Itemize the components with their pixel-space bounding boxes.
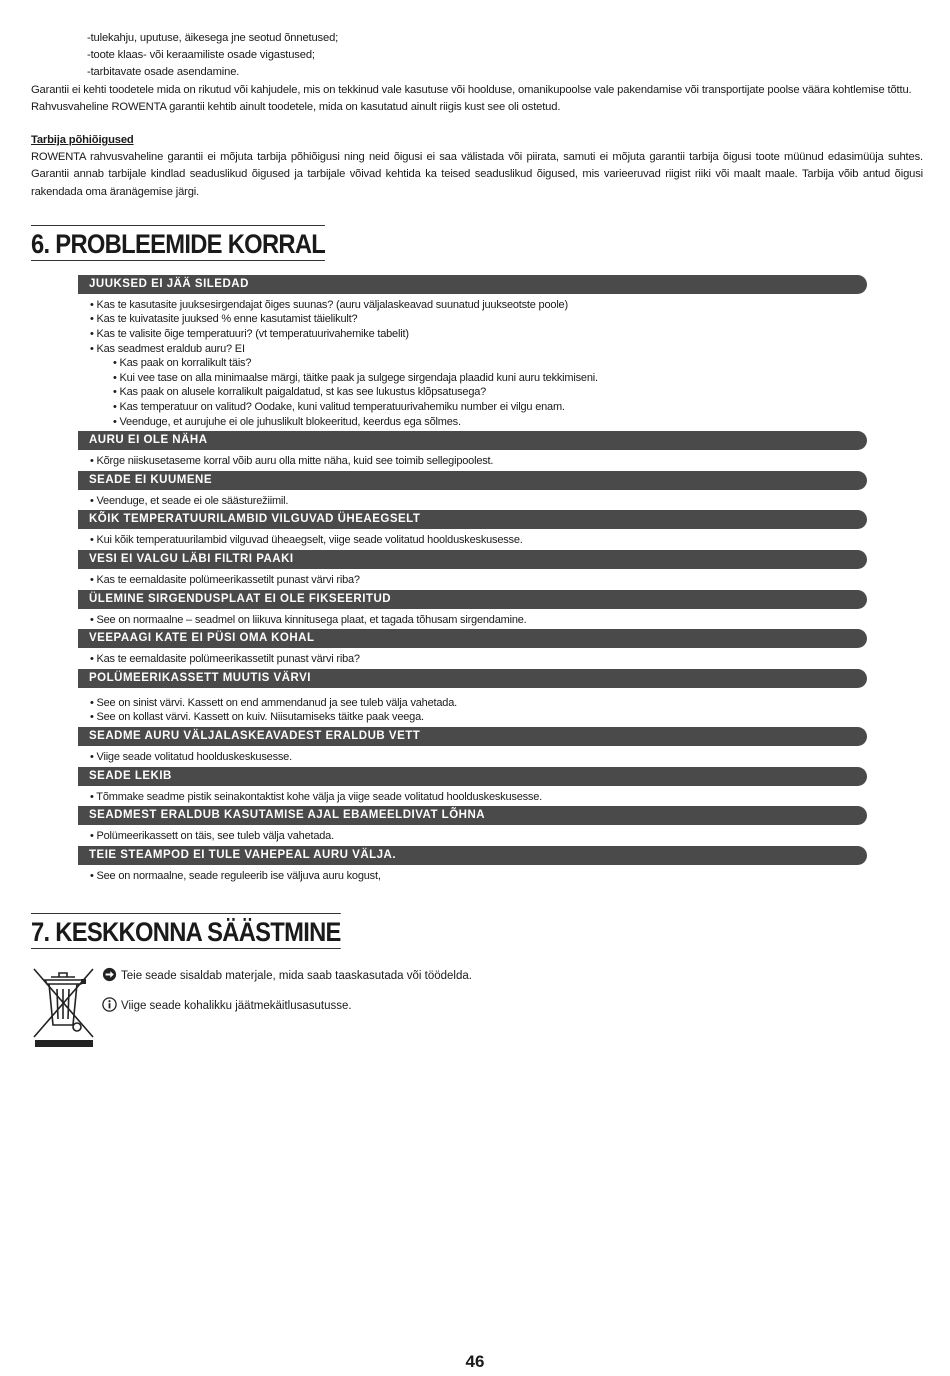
problem-items [78, 865, 867, 886]
environment-line-info [102, 997, 352, 1014]
problem-heading: KÕIK TEMPERATUURILAMBID VILGUVAD ÜHEAEGSELT [78, 510, 867, 529]
recycle-arrow-icon [102, 967, 117, 982]
problem-heading: VESI EI VALGU LÄBI FILTRI PAAKI [78, 550, 867, 569]
problem-heading: TEIE STEAMPOD EI TULE VAHEPEAL AURU VÄLJA. [78, 846, 867, 865]
problem-item: • Kõrge niiskusetaseme korral võib auru olla mitte näha, kuid see toimib sellegipoolest. [90, 455, 494, 468]
problem-items [78, 294, 867, 431]
problems-list [78, 275, 867, 885]
problem-items [78, 648, 867, 669]
problem-block [78, 510, 867, 550]
consumer-rights-heading: Tarbija põhiõigused [31, 134, 134, 147]
page-number: 46 [465, 1352, 485, 1371]
problem-block [78, 806, 867, 846]
problem-block [78, 275, 867, 431]
problem-heading: SEADME AURU VÄLJALASKEAVADEST ERALDUB VETT [78, 727, 867, 746]
crossed-out-wheelie-bin-icon [31, 967, 97, 1047]
problem-heading: SEADE LEKIB [78, 767, 867, 786]
environment-text-1: Teie seade sisaldab materjale, mida saab taaskasutada või töödelda. [121, 970, 472, 983]
problem-items [78, 569, 867, 590]
problem-heading: VEEPAAGI KATE EI PÜSI OMA KOHAL [78, 629, 867, 648]
section-7-title: 7. KESKKONNA SÄÄSTMINE [31, 913, 341, 949]
problem-block [78, 590, 867, 630]
problem-item: • See on kollast värvi. Kassett on kuiv. Niisutamiseks täitke paak veega. [90, 711, 424, 724]
problem-subitem: • Kas paak on korralikult täis? [113, 357, 252, 370]
problem-items [78, 746, 867, 767]
problem-item: • Viige seade volitatud hoolduskeskusesse. [90, 750, 292, 763]
dash-item: -tulekahju, uputuse, äikesega jne seotud õnnetused; [87, 32, 339, 44]
problem-subitem: • Kas paak on alusele korralikult paigaldatud, st kas see lukustus klõpsatusega? [113, 386, 487, 399]
problem-block [78, 431, 867, 471]
problem-item: • See on normaalne, seade reguleerib ise väljuva auru kogust, [90, 869, 381, 882]
section-6-title: 6. PROBLEEMIDE KORRAL [31, 225, 325, 261]
problem-item: • Veenduge, et seade ei ole säästurežiimil. [90, 494, 289, 507]
problem-item: • Kas te valisite õige temperatuuri? (vt temperatuurivahemike tabelit) [90, 328, 409, 341]
problem-item: • Tõmmake seadme pistik seinakontaktist kohe välja ja viige seade volitatud hoolduskeskusesse. [90, 790, 542, 803]
problem-item: • Kui kõik temperatuurilambid vilguvad üheaegselt, viige seade volitatud hoolduskeskusesse. [90, 534, 523, 547]
problem-items [78, 450, 867, 471]
problem-heading: AURU EI OLE NÄHA [78, 431, 867, 450]
problem-heading: JUUKSED EI JÄÄ SILEDAD [78, 275, 867, 294]
environment-line-recycle [102, 967, 472, 984]
problem-item: • Kas te eemaldasite polümeerikassetilt punast värvi riba? [90, 573, 360, 586]
problem-item: • Kas seadmest eraldub auru? EI [90, 342, 245, 355]
problem-subitem: • Kui vee tase on alla minimaalse märgi, täitke paak ja sulgege sirgendaja plaadid kuni auru tekkimiseni. [113, 371, 598, 384]
dash-item: -tarbitavate osade asendamine. [87, 66, 240, 79]
problem-block [78, 767, 867, 807]
problem-subitem: • Veenduge, et aurujuhe ei ole juhuslikult blokeeritud, keerdus ega sõlmes. [113, 415, 461, 428]
problem-heading: SEADE EI KUUMENE [78, 471, 867, 490]
intro-paragraph-2: Rahvusvaheline ROWENTA garantii kehtib ainult toodetele, mida on kasutatud ainult riigis kust see oli ostetud. [31, 100, 561, 113]
problem-block [78, 471, 867, 511]
problem-subitem: • Kas temperatuur on valitud? Oodake, kuni valitud temperatuurivahemiku number ei vilgu enam. [113, 400, 565, 413]
problem-item: • See on sinist värvi. Kassett on end ammendanud ja see tuleb välja vahetada. [90, 696, 457, 709]
problem-heading: SEADMEST ERALDUB KASUTAMISE AJAL EBAMEELDIVAT LÕHNA [78, 806, 867, 825]
problem-item: • Polümeerikassett on täis, see tuleb välja vahetada. [90, 830, 334, 843]
problem-items [78, 825, 867, 846]
problem-block [78, 550, 867, 590]
problem-block [78, 629, 867, 669]
problem-block [78, 727, 867, 767]
problem-item: • Kas te kasutasite juuksesirgendajat õiges suunas? (auru väljalaskeavad suunatud juukseotste poole) [90, 298, 568, 311]
consumer-rights-text: ROWENTA rahvusvaheline garantii ei mõjuta tarbija põhiõigusi ning neid õigusi ei saa välistada või piirata, samuti ei mõjuta garantii tarbija õigusi toote müünud edasimüüja suhtes. Garantii annab tarbijale kindlad seaduslikud õigused ja tarbijale võivad kehtida ka teised seaduslikud õigused, mis varieeruvad riigist riiki või maalt maale. Tarbija võib antud õigusi rakendada oma äranägemise järgi. [31, 151, 923, 198]
problem-heading: POLÜMEERIKASSETT MUUTIS VÄRVI [78, 669, 867, 688]
problem-items [78, 609, 867, 630]
dash-item: -toote klaas- või keraamiliste osade vigastused; [87, 49, 315, 62]
problem-block [78, 846, 867, 886]
problem-item: • See on normaalne – seadmel on liikuva kinnitusega plaat, et tagada tõhusam sirgendamine. [90, 613, 527, 626]
problem-block [78, 669, 867, 727]
problem-items [78, 529, 867, 550]
problem-item: • Kas te eemaldasite polümeerikassetilt punast värvi riba? [90, 653, 360, 666]
environment-text-2: Viige seade kohalikku jäätmekäitlusasutusse. [121, 1000, 352, 1013]
problem-items [78, 490, 867, 511]
problem-item: • Kas te kuivatasite juuksed % enne kasutamist täielikult? [90, 313, 358, 326]
document-page [31, 30, 923, 1053]
problem-items [78, 688, 867, 727]
problem-heading: ÜLEMINE SIRGENDUSPLAAT EI OLE FIKSEERITUD [78, 590, 867, 609]
intro-dash-list [31, 30, 923, 82]
environment-block [31, 963, 923, 1053]
problem-items [78, 786, 867, 807]
intro-paragraph-1: Garantii ei kehti toodetele mida on rikutud või kahjudele, mis on tekkinud vale kasutuse või hoolduse, omanikupoolse vale pakendamise või transportijate poolse väära kohtlemise tõttu. [31, 83, 912, 96]
info-icon [102, 997, 117, 1012]
